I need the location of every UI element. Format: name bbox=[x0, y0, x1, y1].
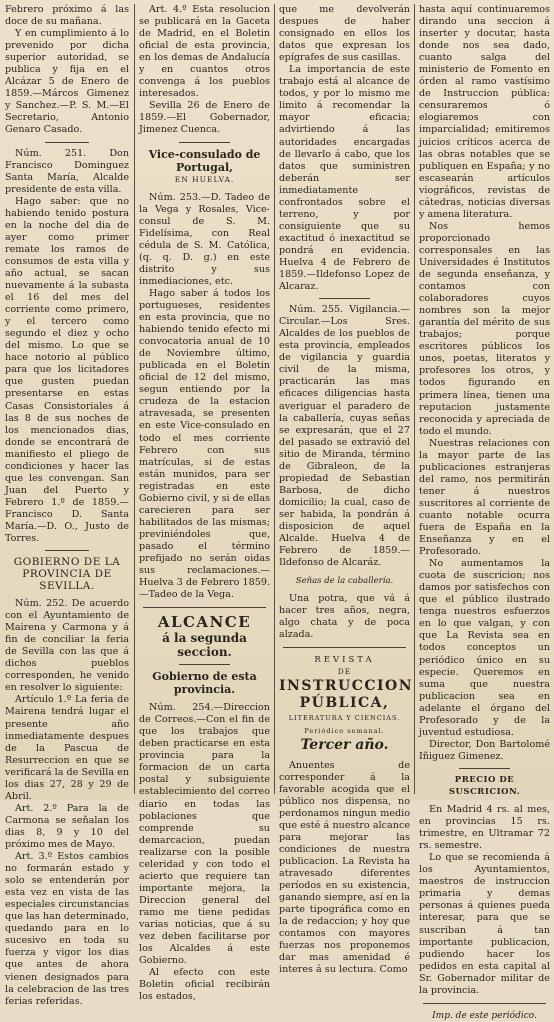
horizontal-rule bbox=[319, 298, 370, 299]
imprint-footer: Imp. de este periódico. bbox=[432, 1010, 537, 1021]
revista-subtitle: LITERATURA Y CIENCIAS. bbox=[288, 714, 401, 723]
paragraph: Y en cumplimiento á lo prevenido por dicha superior autoridad, se publica y fija en el Alcázar 5 de Enero de 1859.—Márcos Gimenez y Sanchez.—P. S. M.—El Secretario, Antonio Genaro Casado. bbox=[5, 28, 129, 136]
paragraph: La importancia de este trabajo está al alcance de todos, y por lo mismo me limito á recomendar la mayor eficacia; advirtiendo á las autoridades encargadas de llevarlo á cabo, que los datos que suministren deberán ser inmediatamente confrontados sobre el terreno, y por consiguiente que su exactitud ó inexactitud se pondrá en evidencia. Huelva 4 de Febrero de 1859.—Ildefonso Lopez de Alcaraz. bbox=[279, 64, 410, 293]
paragraph: Lo que se recomienda á los Ayuntamientos, maestros de instruccion primaria y demas personas á quienes pueda interesar, para que se suscriban á tan importante publicacion, pudiendo hacer los pedidos en esta capital al Sr. Gobernador militar de la provincia. bbox=[419, 852, 550, 996]
alcance-subtitle: á la segunda seccion. bbox=[162, 631, 247, 660]
paragraph: Hago saber á todos los portugueses, residentes en esta provincia, que no habiendo tenido efecto mi convocatoria anual de 10 de Noviembre último, publicada en el Boletin oficial de 12 del mismo, segun entiendo por la crudeza de la estacion atravesada, se presenten en este Vice-consulado en todo el mes corriente Febrero con sus matrículas, si de estas están munidos, para ser registradas en este Gobierno civil, y si de ellas carecieren para ser habilitados de las mismas; previniéndoles que, pasado el término prefijado no serán oidas sus reclamaciones.—Huelva 3 de Febrero 1859.—Tadeo de la Vega. bbox=[139, 287, 270, 601]
column-divider bbox=[274, 4, 275, 794]
horizontal-rule bbox=[459, 768, 510, 769]
column-2 bbox=[139, 4, 270, 1003]
paragraph: Nos hemos proporcionado corresponsales en las Universidades é Institutos de segunda enseñanza, y contamos con colaboradores cuyos nombres son la mejor garantía del mérito de sus trabajos; porque escritores públicos los unos, poetas, literatos y profesores los otros, y todos figurando en primera línea, tienen una reputacion justamente reconocida y apreciada de todo el mundo. bbox=[419, 220, 550, 437]
revista-label: REVISTA bbox=[314, 655, 375, 666]
price-heading: PRECIO DE SUSCRICION. bbox=[448, 774, 521, 797]
paragraph: Anuentes de corresponder á la favorable acogida que el público nos dispensa, no perdonamos ningun medio que esté á nuestro alcance para mejorar las condiciones de nuestra publicacion. La Revista ha atravesado diferentes períodos en su existencia, ganando siempre, así en la parte tipográfica como en la de redaccion; y hoy que contamos con mayores fuerzas nos proponemos dar mas amenidad é interes á su lectura. Como bbox=[279, 759, 410, 976]
tercer-ano-heading: Tercer año. bbox=[300, 736, 389, 753]
subheading: DE bbox=[337, 667, 352, 677]
paragraph: Nuestras relaciones con la mayor parte de las publicaciones estranjeras del ramo, nos permitirán tener á nuestros suscritores al corriente de cuanto notable ocurra fuera de España en la Enseñanza y en el Profesorado. bbox=[419, 437, 550, 558]
paragraph: Art. 2.º Para la de Carmona se señalan los dias 8, 9 y 10 del próximo mes de Mayo. bbox=[5, 802, 129, 850]
column-divider bbox=[414, 4, 415, 794]
paragraph: Núm. 251. Don Francisco Dominguez Santa María, Alcalde presidente de esta villa. bbox=[5, 147, 129, 195]
paragraph: Núm. 252. De acuerdo con el Ayuntamiento de Mairena y Carmona y á fin de conciliar la feria de Sevilla con las que á dichos pueblos corresponden, he venido en resolver lo siguiente: bbox=[5, 598, 129, 694]
column-1 bbox=[5, 4, 129, 1007]
column-4 bbox=[419, 4, 550, 1021]
section-heading: Gobierno de esta provincia. bbox=[152, 670, 257, 697]
section-heading: Vice-consulado de Portugal, bbox=[148, 147, 261, 174]
revista-title: INSTRUCCION PÚBLICA, bbox=[279, 678, 414, 712]
paragraph: Director, Don Bartolomé Iñiguez Gimenez. bbox=[419, 738, 550, 762]
alcance-title: ALCANCE bbox=[157, 613, 252, 632]
paragraph: Sevilla 26 de Enero de 1859.—El Gobernador, Jimenez Cuenca. bbox=[139, 100, 270, 136]
paragraph: Art. 4.º Esta resolucion se publicará en la Gaceta de Madrid, en el Boletin oficial de esta provincia, en los demas de Andalucía y en cuantos otros convenga á los pueblos interesados. bbox=[139, 4, 270, 100]
column-3 bbox=[279, 4, 414, 976]
horizontal-rule bbox=[179, 142, 230, 143]
paragraph: hasta aquí continuaremos dirando una seccion á inserter y docutar, hasta donde nos sea dado, cuanto salga del ministerio de Fomento en órden al ramo vastísimo de Instruccion pública: censuraremos ó elogiaremos con imparcialidad; emitiremos juicios críticos acerca de las obras notables que se publiquen en España; y no escasearán artículos viográficos, revistas de cátedras, noticias diversas y amena literatura. bbox=[419, 4, 550, 220]
horizontal-rule bbox=[143, 607, 266, 608]
paragraph: Febrero próximo á las doce de su mañana. bbox=[5, 4, 129, 28]
paragraph: Una potra, que vá á hacer tres años, negra, algo chata y de poca alzada. bbox=[279, 593, 410, 641]
paragraph: Núm. 255. Vigilancia.—Circular.—Los Sres. Alcaldes de los pueblos de esta provincia, empleados de vigilancia y guardia civil de la misma, practicarán las mas eficaces diligencias hasta averiguar el paradero de la caballería, cuyas señas se expresarán, que el 27 del pasado se extravió del sitio de Miranda, término de Gibraleon, de la propiedad de Sebastian Barbosa, de dicho domicilio; la cual, caso de ser habida, la pondrán á disposicion de aquel Alcalde. Huelva 4 de Febrero de 1859.—Ildefonso de Alcaráz. bbox=[279, 304, 410, 569]
italic-caption: Señas de la caballería. bbox=[295, 576, 394, 587]
revista-subtitle: Periódico semanal. bbox=[304, 726, 385, 735]
paragraph: que me devolverán despues de haber consignado en ellos los datos que expresan los epígrafes de sus casillas. bbox=[279, 4, 410, 64]
horizontal-rule bbox=[423, 1003, 546, 1004]
horizontal-rule bbox=[179, 664, 230, 665]
horizontal-rule bbox=[45, 550, 89, 551]
horizontal-rule bbox=[283, 647, 406, 648]
paragraph: En Madrid 4 rs. al mes, en provincias 15 rs. trimestre, en Ultramar 72 rs. semestre. bbox=[419, 804, 550, 852]
column-divider bbox=[134, 4, 135, 794]
paragraph: Art. 3.º Estos cambios no formarán estado y solo se entenderán por esta vez en vista de las especiales circunstancias que las han determinado, quedando para en lo sucesivo en toda su fuerza y vigor los dias que antes de ahora vienen designados para la celebracion de las tres ferias referidas. bbox=[5, 851, 129, 1007]
paragraph: Artículo 1.º La feria de Mairena tendrá lugar el presente año inmediatamente despues de la Pascua de Resurreccion en que se verificará la de Sevilla en los dias 27, 28 y 29 de Abril. bbox=[5, 694, 129, 802]
paragraph: No aumentamos la cuota de suscricion; nos damos por satisfechos con que el público ilustrado tenga nuestros esfuerzos en lo que valgan, y con que La Revista sea en todos conceptos un periódico único en su especie. Queremos en suma que nuestra publicacion sea en adelante el órgano del Profesorado y de la juventud estudiosa. bbox=[419, 558, 550, 738]
paragraph: Hago saber: que no habiendo tenido postura en la noche del dia de ayer como primer remate los ramos de consumos de esta villa y año actual, se sacan nuevamente á la subasta el 16 del mes del corriente como primero, y el tercero como segundo el diez y ocho del mismo. Lo que se hace notorio al público para que los licitadores que gusten puedan presentarse en estas Casas Consistoriales á las 8 de sus noches de los mencionados dias, donde se encontrará de manifiesto el pliego de condiciones y hacer las que les convengan. San Juan del Puerto y Febrero 1.º de 1859.—Francisco D. Santa María.—D. O., Justo de Torres. bbox=[5, 195, 129, 545]
section-heading: GOBIERNO DE LA PROVINCIA DE SEVILLA. bbox=[13, 556, 121, 593]
subheading: EN HUELVA. bbox=[174, 174, 235, 184]
paragraph: Núm. 254.—Direccion de Correos.—Con el fin de que los trabajos que deben practicarse en esta provincia para la formacion de un carta postal y subsiguiente establecimiento del correo diario en todas las poblaciones que comprende su demarcacion, puedan realizarse con la posible celeridad y con todo el acierto que requiere tan importante mejora, la Direccion general del ramo me tiene pedidas varias noticias, que á su vez deben facilitarse por los Alcaldes á este Gobierno. bbox=[139, 702, 270, 967]
paragraph: Al efecto con este Boletin oficial recibirán los estados, bbox=[139, 967, 270, 1003]
horizontal-rule bbox=[45, 142, 89, 143]
paragraph: Núm. 253.—D. Tadeo de la Vega y Rosales, Vice-consul de S. M. Fidelísima, con Real cédula de S. M. Católica, (q. q. D. g.) en este distrito y sus inmediaciones, etc. bbox=[139, 191, 270, 287]
